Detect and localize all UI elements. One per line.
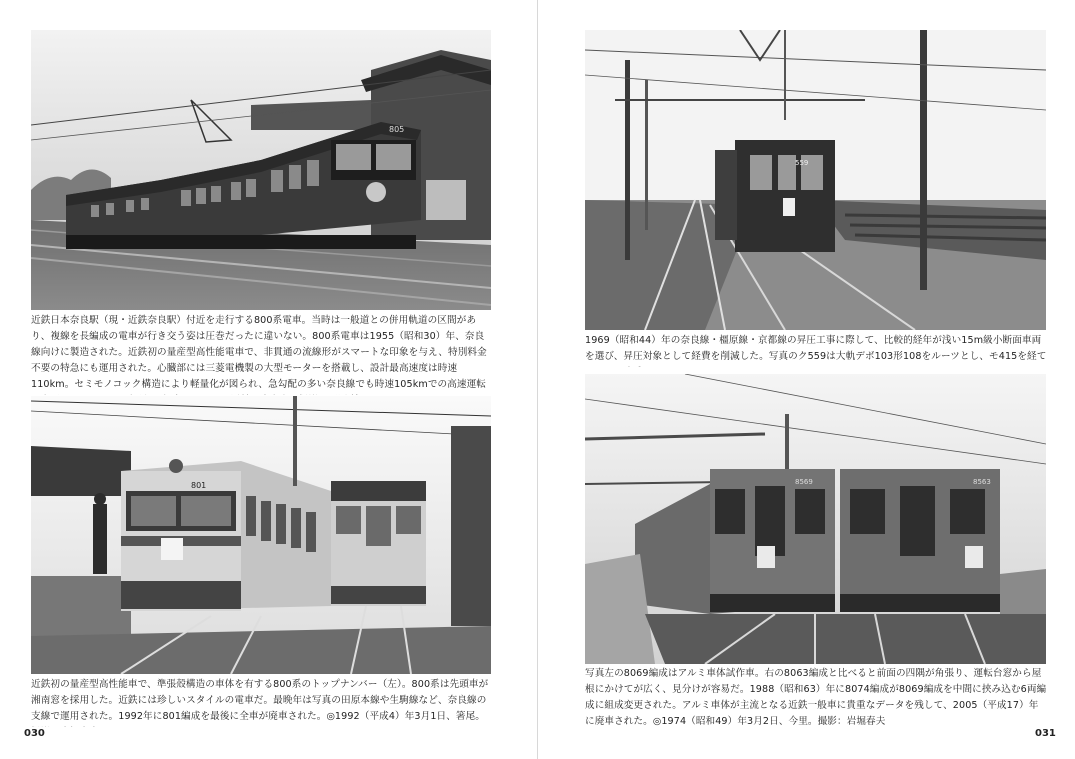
page-number-left: 030 (24, 728, 45, 739)
photo-8069-8063 (585, 374, 1046, 664)
caption-801-station: 近鉄初の量産型高性能車で、準張殻構造の車体を有する800系のトップナンバー（左）。800系は先頭車が湘南窓を採用した。近鉄には珍しいスタイルの電車だ。最晩年は写真の田原本線や生駒線など、奈良線の支線で運用された。1992年に801編成を最後に全車が廃車された。◎1992（平成4）年3月1日、箸尾。 (31, 679, 489, 722)
photo-559-track (585, 30, 1046, 330)
svg-text:805: 805 (389, 125, 405, 134)
svg-text:8569: 8569 (795, 478, 813, 486)
left-page (0, 0, 537, 759)
page-number-right: 031 (1035, 728, 1056, 739)
photo-801-station (31, 396, 491, 674)
caption-559-track: 1969（昭和44）年の奈良線・橿原線・京都線の昇圧工事に際して、比較的経年が浅い15m級小断面車両を選び、昇圧対象として経費を削減した。写真のク559は大軌デボ103形108をルーツとし、モ415を経て (585, 335, 1047, 362)
svg-text:801: 801 (191, 481, 207, 490)
svg-text:8563: 8563 (973, 478, 991, 486)
photo-800-series-street (31, 30, 491, 310)
caption-800-series-street: 近鉄日本奈良駅（現・近鉄奈良駅）付近を走行する800系電車。当時は一般道との併用軌道の区間があり、複線を長編成の電車が行き交う姿は圧巻だったに違いない。800系電車は1955（昭和30）年、奈良線向けに製造された。近鉄初の量産型高性能電車で、非貫通の流線形がスマートな印象を与え、特別料金不要の特急にも運用された。心臓部には三菱電機製の大型モーターを搭載し、設計最高速度は時速110km。セミモノコック構造により軽量化が図られ、急勾配の多い奈良線でも時速105kmでの高速運転 (31, 315, 487, 390)
caption-8069-8063: 写真左の8069編成はアルミ車体試作車。右の8063編成と比べると前面の四隅が角張り、運転台窓から屋根にかけてが広く、見分けが容易だ。1988（昭和63）年に8074編成が8069編成を中間に挟み込む6両編成に組成変更された。アルミ車体が主流となる近鉄一般車に貴重なデータを残して、2005（平成17）年に廃車された。◎1974（昭和49）年3月2日、今里。撮影：岩堀春夫 (585, 668, 1047, 727)
svg-text:559: 559 (795, 159, 809, 167)
right-page (538, 0, 1075, 759)
